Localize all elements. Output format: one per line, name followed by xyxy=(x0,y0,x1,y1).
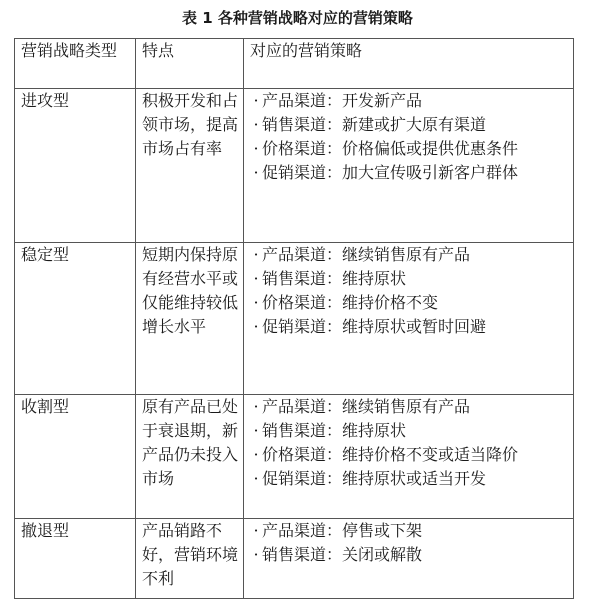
strategy-item xyxy=(250,419,569,443)
table-row xyxy=(15,519,574,599)
strategy-item-text: 价格渠道：价格偏低或提供优惠条件 xyxy=(262,139,519,158)
table-caption: 表 1 各种营销战略对应的营销策略 xyxy=(182,9,413,27)
strategy-item xyxy=(250,89,569,113)
bullet-icon: · xyxy=(253,469,259,488)
strategy-item xyxy=(250,113,569,137)
strategy-type-cell: 进攻型 xyxy=(15,89,136,243)
strategy-item-text: 销售渠道：新建或扩大原有渠道 xyxy=(262,115,487,134)
feature-cell: 积极开发和占领市场，提高市场占有率 xyxy=(136,89,244,243)
bullet-icon: · xyxy=(253,521,259,540)
feature-cell: 短期内保持原有经营水平或仅能维持较低增长水平 xyxy=(136,243,244,395)
strategy-type-cell: 稳定型 xyxy=(15,243,136,395)
bullet-icon: · xyxy=(253,91,259,110)
strategy-item-text: 价格渠道：维持价格不变 xyxy=(262,293,439,312)
strategy-item xyxy=(250,243,569,267)
strategy-item-text: 产品渠道：停售或下架 xyxy=(262,521,423,540)
strategy-list-cell xyxy=(244,395,574,519)
header-marketing-strategy: 对应的营销策略 xyxy=(244,39,574,89)
bullet-icon: · xyxy=(253,445,259,464)
strategy-item-text: 销售渠道：维持原状 xyxy=(262,421,407,440)
strategy-item-text: 价格渠道：维持价格不变或适当降价 xyxy=(262,445,519,464)
bullet-icon: · xyxy=(253,139,259,158)
strategy-item xyxy=(250,315,569,339)
strategy-item xyxy=(250,519,569,543)
strategy-item xyxy=(250,137,569,161)
feature-cell: 原有产品已处于衰退期，新产品仍未投入市场 xyxy=(136,395,244,519)
bullet-icon: · xyxy=(253,397,259,416)
table-row xyxy=(15,395,574,519)
strategy-item xyxy=(250,443,569,467)
strategy-table xyxy=(14,38,574,599)
strategy-item xyxy=(250,543,569,567)
bullet-icon: · xyxy=(253,115,259,134)
strategy-item-text: 促销渠道：维持原状或适当开发 xyxy=(262,469,487,488)
strategy-type-cell: 撤退型 xyxy=(15,519,136,599)
bullet-icon: · xyxy=(253,317,259,336)
strategy-list-cell xyxy=(244,89,574,243)
bullet-icon: · xyxy=(253,245,259,264)
table-header-row xyxy=(15,39,574,89)
strategy-item-text: 促销渠道：维持原状或暂时回避 xyxy=(262,317,487,336)
strategy-item-text: 产品渠道：开发新产品 xyxy=(262,91,423,110)
header-strategy-type: 营销战略类型 xyxy=(15,39,136,89)
header-feature: 特点 xyxy=(136,39,244,89)
strategy-item xyxy=(250,467,569,491)
strategy-item xyxy=(250,161,569,185)
bullet-icon: · xyxy=(253,293,259,312)
bullet-icon: · xyxy=(253,421,259,440)
strategy-item-text: 促销渠道：加大宣传吸引新客户群体 xyxy=(262,163,519,182)
table-row xyxy=(15,89,574,243)
table-row xyxy=(15,243,574,395)
bullet-icon: · xyxy=(253,269,259,288)
strategy-item-text: 产品渠道：继续销售原有产品 xyxy=(262,245,471,264)
feature-cell: 产品销路不好，营销环境不利 xyxy=(136,519,244,599)
strategy-list-cell xyxy=(244,243,574,395)
bullet-icon: · xyxy=(253,163,259,182)
strategy-list-cell xyxy=(244,519,574,599)
strategy-item-text: 销售渠道：维持原状 xyxy=(262,269,407,288)
strategy-item xyxy=(250,267,569,291)
strategy-type-cell: 收割型 xyxy=(15,395,136,519)
strategy-item-text: 产品渠道：继续销售原有产品 xyxy=(262,397,471,416)
strategy-item xyxy=(250,395,569,419)
strategy-item xyxy=(250,291,569,315)
strategy-item-text: 销售渠道：关闭或解散 xyxy=(262,545,423,564)
bullet-icon: · xyxy=(253,545,259,564)
